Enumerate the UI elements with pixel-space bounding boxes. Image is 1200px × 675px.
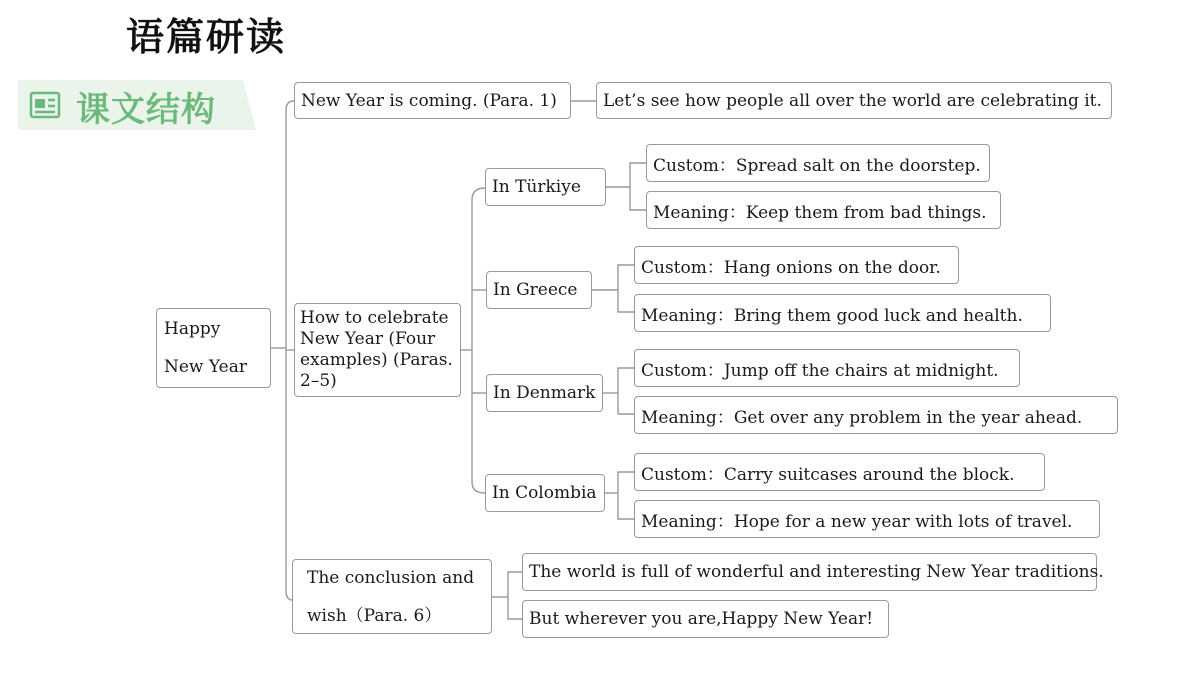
conclusion-detail-1: The world is full of wonderful and interesting New Year traditions. <box>522 553 1097 591</box>
greece-custom: Custom：Hang onions on the door. <box>634 246 959 284</box>
branch-para1-detail: Let’s see how people all over the world are celebrating it. <box>596 82 1112 119</box>
branch-para1: New Year is coming. (Para. 1) <box>294 82 571 119</box>
colombia-custom: Custom：Carry suitcases around the block. <box>634 453 1045 491</box>
colombia-meaning: Meaning：Hope for a new year with lots of travel. <box>634 500 1100 538</box>
greece-meaning: Meaning：Bring them good luck and health. <box>634 294 1051 332</box>
country-turkiye: In Türkiye <box>485 168 606 206</box>
denmark-meaning: Meaning：Get over any problem in the year ahead. <box>634 396 1118 434</box>
turkiye-meaning: Meaning：Keep them from bad things. <box>646 191 1001 229</box>
branch-para6: The conclusion and wish（Para. 6） <box>292 559 492 634</box>
turkiye-custom: Custom：Spread salt on the doorstep. <box>646 144 990 182</box>
section-label: 课文结构 <box>76 90 216 130</box>
denmark-custom: Custom：Jump off the chairs at midnight. <box>634 349 1020 387</box>
country-greece: In Greece <box>486 271 592 309</box>
root-node: Happy New Year <box>156 308 271 388</box>
country-denmark: In Denmark <box>486 374 603 412</box>
branch-para2-5: How to celebrate New Year (Four examples) (Paras. 2–5) <box>294 303 461 397</box>
conclusion-detail-2: But wherever you are,Happy New Year! <box>522 600 889 638</box>
page-title: 语篇研读 <box>126 15 287 59</box>
country-colombia: In Colombia <box>485 474 605 512</box>
